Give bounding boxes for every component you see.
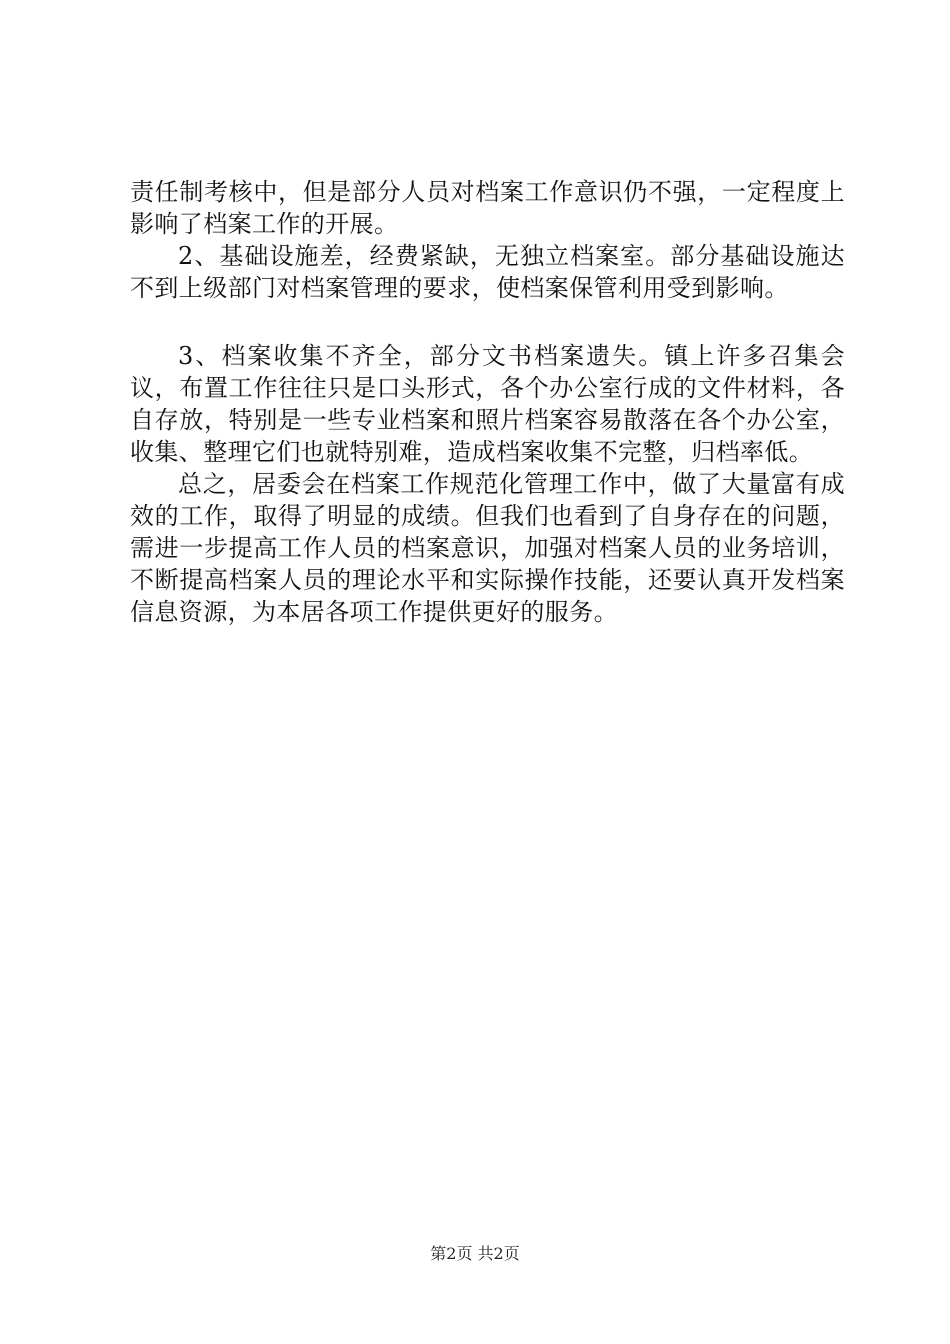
paragraph-responsibility: 责任制考核中，但是部分人员对档案工作意识仍不强，一定程度上影响了档案工作的开展。: [130, 178, 845, 238]
page-footer: [0, 1244, 950, 1264]
paragraph-summary: 总之，居委会在档案工作规范化管理工作中，做了大量富有成效的工作，取得了明显的成绩。但我们也看到了自身存在的问题，需进一步提高工作人员的档案意识，加强对档案人员的业务培训，不断提高档案人员的理论水平和实际操作技能，还要认真开发档案信息资源，为本居各项工作提供更好的服务。: [130, 470, 845, 626]
paragraph-infrastructure: 2、基础设施差，经费紧缺，无独立档案室。部分基础设施达不到上级部门对档案管理的要求，使档案保管利用受到影响。: [130, 242, 845, 302]
page-number-label: 第2页 共2页: [430, 1244, 520, 1263]
document-body: [130, 176, 845, 628]
paragraph-collection: 3、档案收集不齐全，部分文书档案遗失。镇上许多召集会议，布置工作往往只是口头形式，各个办公室行成的文件材料，各自存放，特别是一些专业档案和照片档案容易散落在各个办公室，收集、整理它们也就特别难，造成档案收集不完整，归档率低。: [130, 342, 845, 466]
